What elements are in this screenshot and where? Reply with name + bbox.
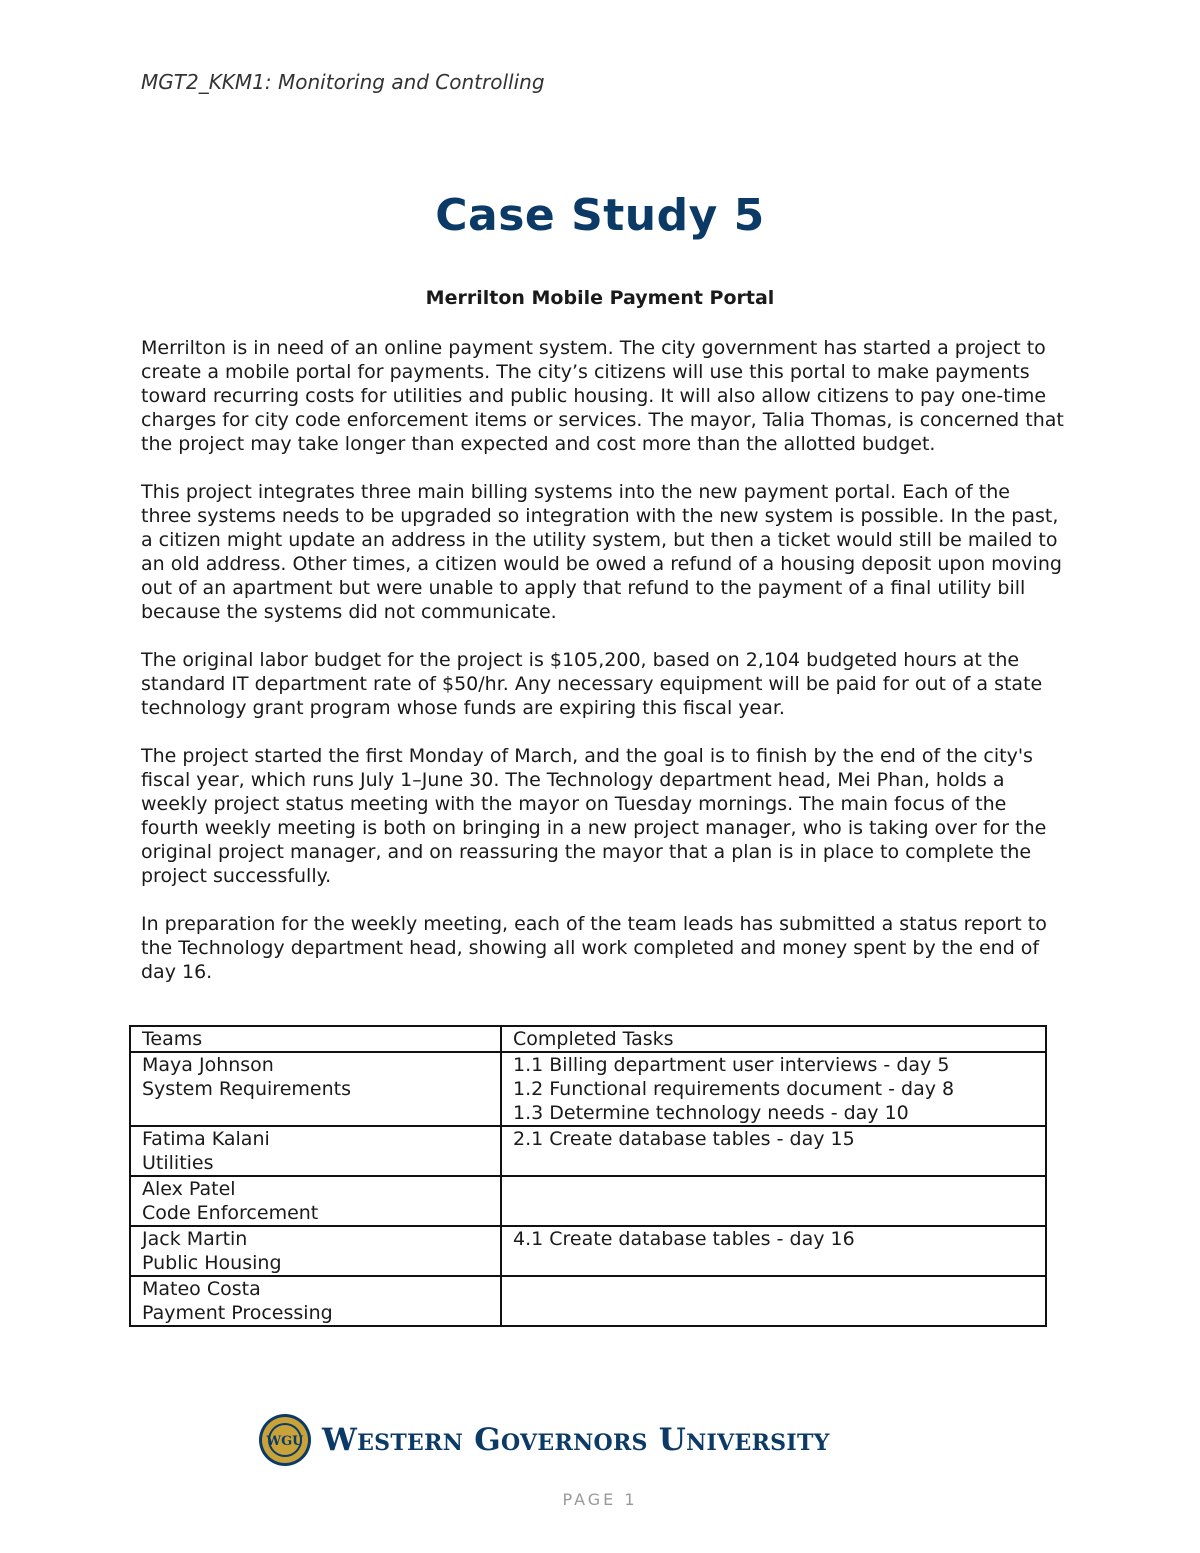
- course-header: MGT2_KKM1: Monitoring and Controlling: [141, 70, 545, 94]
- team-cell: [130, 1226, 501, 1276]
- team-cell: [130, 1052, 501, 1126]
- paragraph-integration: This project integrates three main billing systems into the new payment portal. Each of the three systems needs to be upgraded so integration with the new system is possible. In the past, a citizen might update an address in the utility system, but then a ticket would still be mailed to an old address. Other times, a citizen would be owed a refund of a housing deposit upon moving out of an apartment but were unable to apply that refund to the payment of a final utility bill because the systems did not communicate.: [141, 481, 1062, 623]
- task-item: 1.2 Functional requirements document - day 8: [513, 1078, 955, 1100]
- page-title: Case Study 5: [435, 190, 765, 241]
- university-seal-icon: [258, 1413, 312, 1467]
- seal-monogram: WGU: [266, 1434, 304, 1449]
- task-item: 1.3 Determine technology needs - day 10: [513, 1102, 909, 1124]
- team-name: Utilities: [142, 1152, 214, 1174]
- table-row: [130, 1276, 1046, 1326]
- team-cell: [130, 1126, 501, 1176]
- tasks-cell: [501, 1126, 1046, 1176]
- team-cell: [130, 1176, 501, 1226]
- tasks-cell: [501, 1052, 1046, 1126]
- team-name: Public Housing: [142, 1252, 282, 1274]
- team-cell: [130, 1276, 501, 1326]
- team-lead-name: Maya Johnson: [142, 1054, 274, 1076]
- table-header-row: [130, 1026, 1046, 1052]
- header-completed-tasks: Completed Tasks: [501, 1026, 1046, 1052]
- paragraph-schedule: The project started the first Monday of March, and the goal is to finish by the end of the city's fiscal year, which runs July 1–June 30. The Technology department head, Mei Phan, holds a weekly project status meeting with the mayor on Tuesday mornings. The main focus of the fourth weekly meeting is both on bringing in a new project manager, who is taking over for the original project manager, and on reassuring the mayor that a plan is in place to complete the project successfully.: [141, 745, 1047, 887]
- university-name: Western Governors University: [322, 1422, 830, 1458]
- tasks-cell: [501, 1226, 1046, 1276]
- university-logo: [258, 1410, 908, 1470]
- page-subtitle: Merrilton Mobile Payment Portal: [425, 287, 775, 309]
- team-lead-name: Mateo Costa: [142, 1278, 261, 1300]
- header-teams: Teams: [130, 1026, 501, 1052]
- team-name: Code Enforcement: [142, 1202, 319, 1224]
- team-name: Payment Processing: [142, 1302, 333, 1324]
- tasks-cell: [501, 1276, 1046, 1326]
- task-item: 4.1 Create database tables - day 16: [513, 1228, 855, 1250]
- table-row: [130, 1226, 1046, 1276]
- task-item: 2.1 Create database tables - day 15: [513, 1128, 855, 1150]
- table-row: [130, 1052, 1046, 1126]
- tasks-cell: [501, 1176, 1046, 1226]
- team-status-table: [129, 1025, 1047, 1327]
- paragraph-intro: Merrilton is in need of an online payment system. The city government has started a project to create a mobile portal for payments. The city’s citizens will use this portal to make payments toward recurring costs for utilities and public housing. It will also allow citizens to pay one-time charges for city code enforcement items or services. The mayor, Talia Thomas, is concerned that the project may take longer than expected and cost more than the allotted budget.: [141, 337, 1064, 455]
- team-name: System Requirements: [142, 1078, 351, 1100]
- team-lead-name: Jack Martin: [142, 1228, 248, 1250]
- case-body: [141, 336, 1066, 1008]
- team-lead-name: Fatima Kalani: [142, 1128, 270, 1150]
- paragraph-budget: The original labor budget for the project is $105,200, based on 2,104 budgeted hours at the standard IT department rate of $50/hr. Any necessary equipment will be paid for out of a state technology grant program whose funds are expiring this fiscal year.: [141, 649, 1043, 719]
- task-item: 1.1 Billing department user interviews - day 5: [513, 1054, 950, 1076]
- table-row: [130, 1176, 1046, 1226]
- page-number: PAGE 1: [562, 1490, 638, 1509]
- table-row: [130, 1126, 1046, 1176]
- team-lead-name: Alex Patel: [142, 1178, 236, 1200]
- paragraph-status-report: In preparation for the weekly meeting, each of the team leads has submitted a status report to the Technology department head, showing all work completed and money spent by the end of day 16.: [141, 913, 1047, 983]
